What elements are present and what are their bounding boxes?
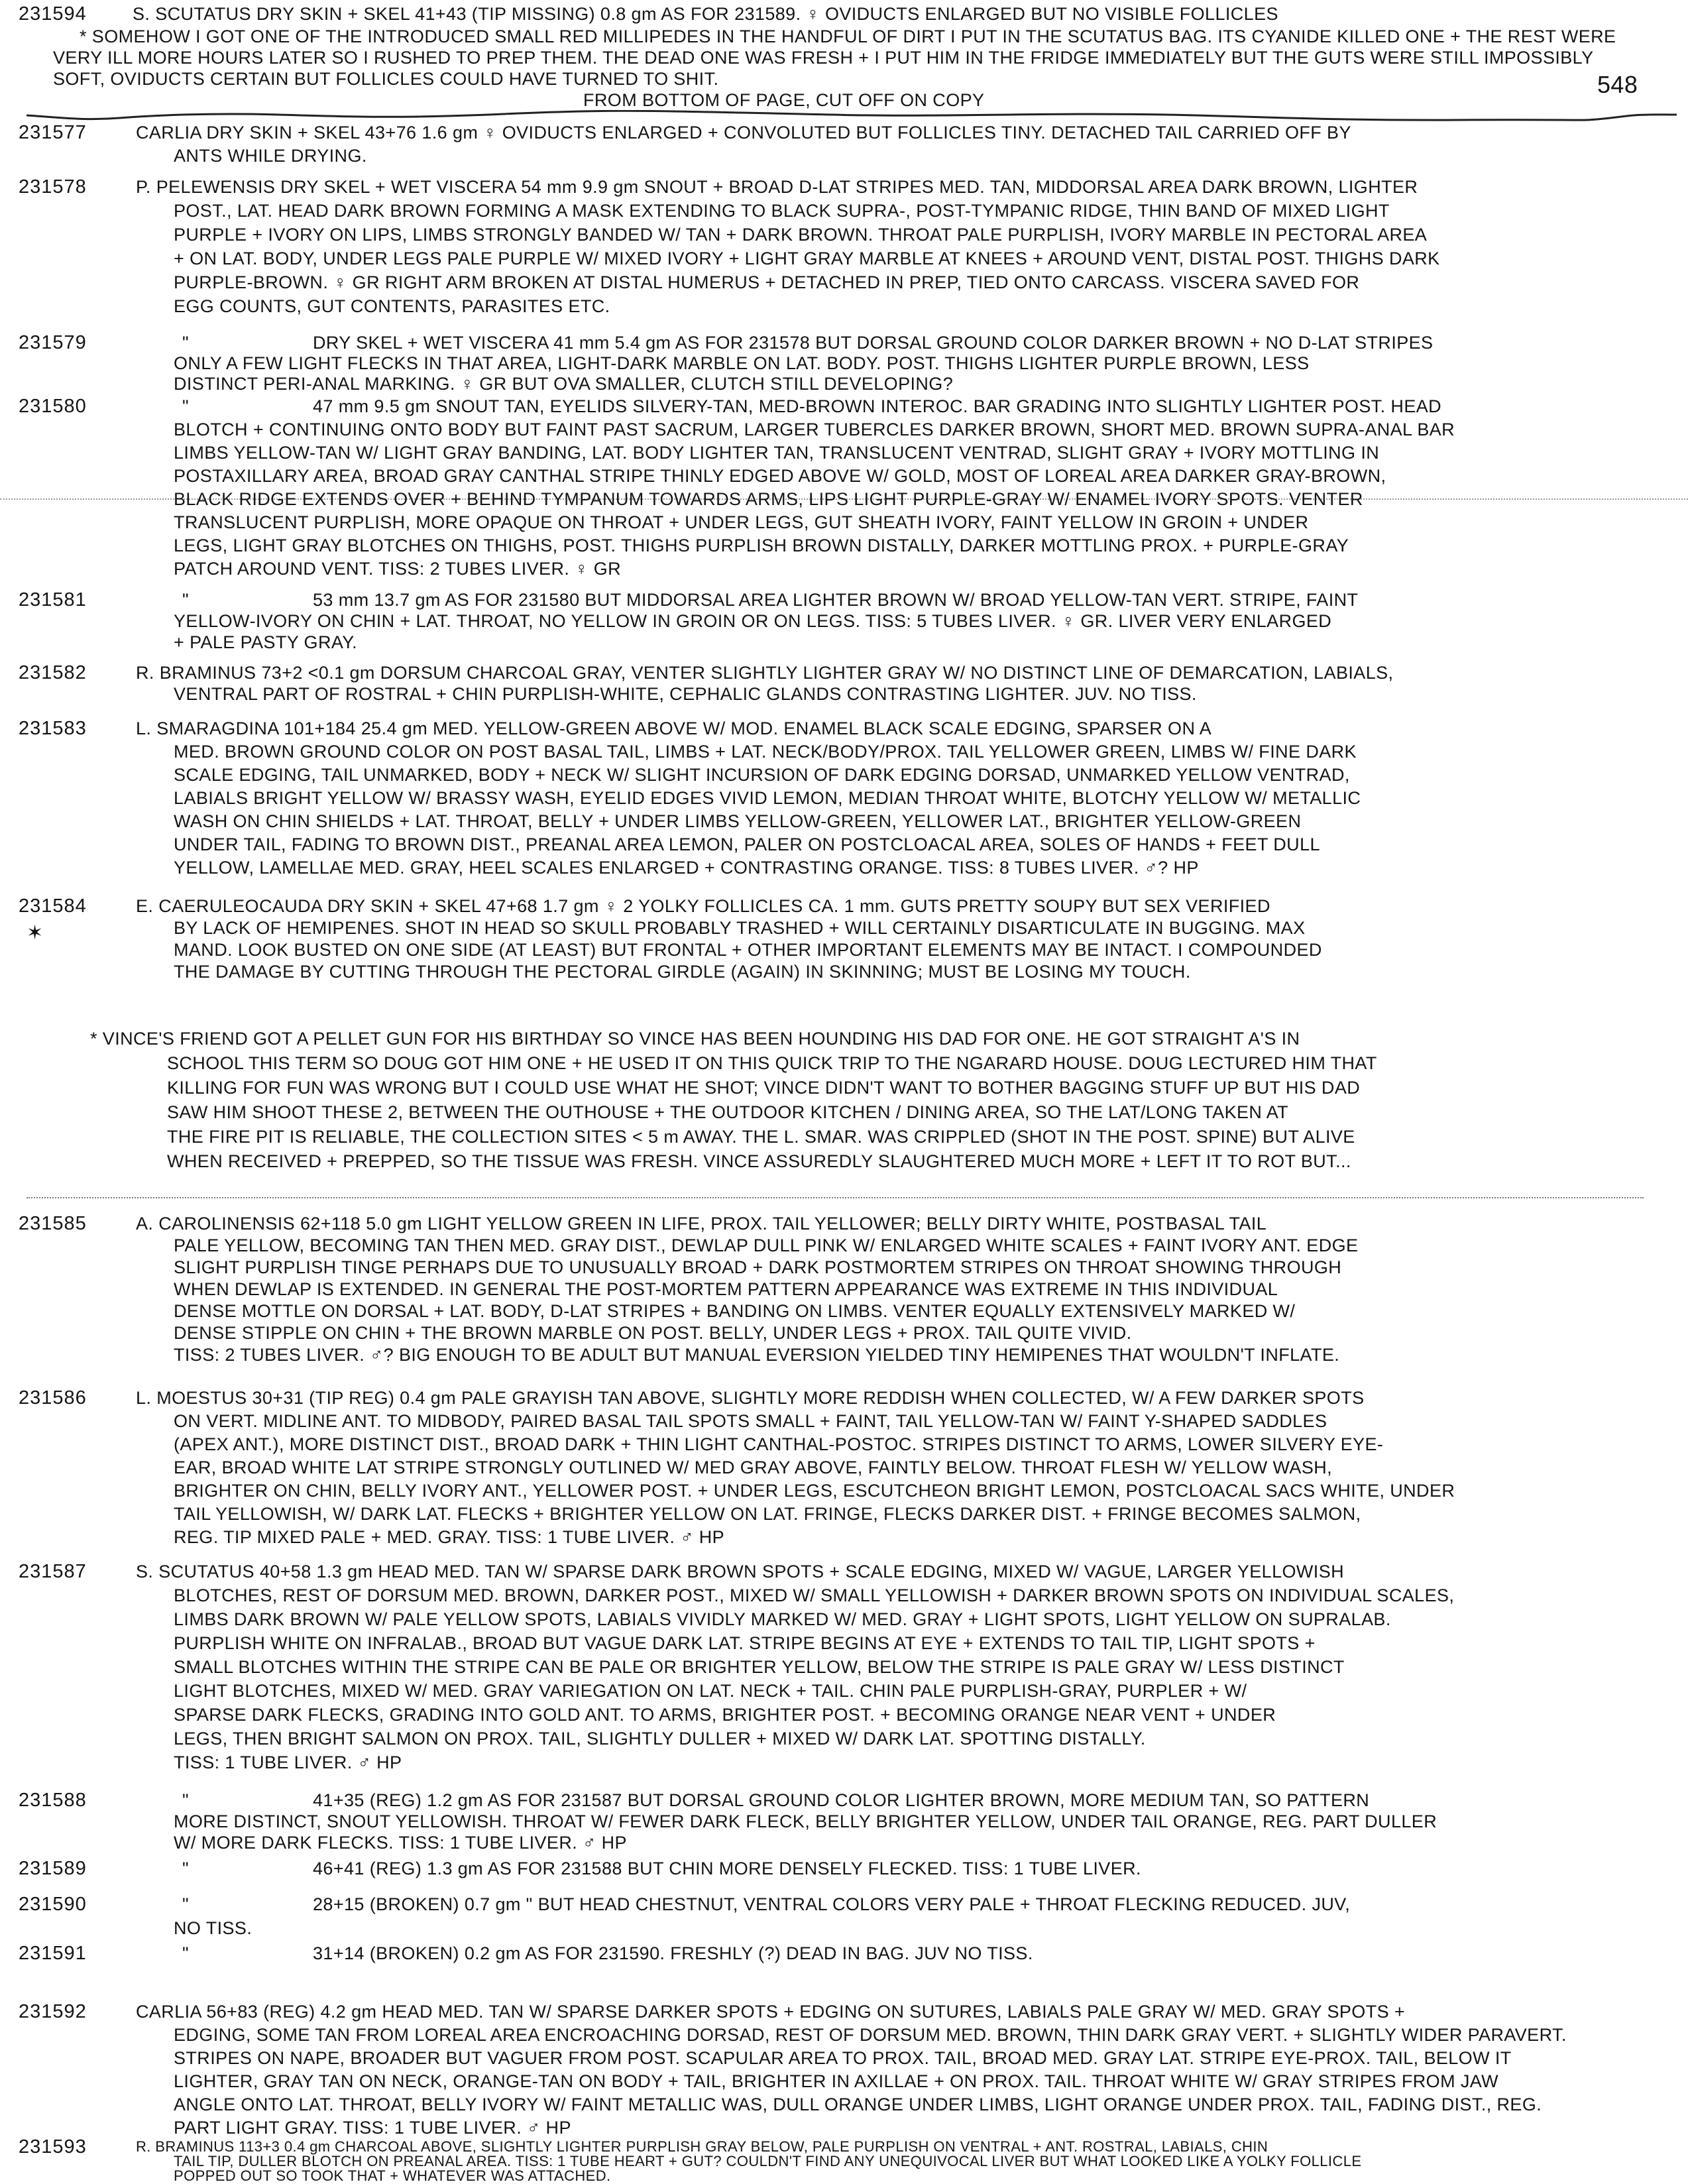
note-line: VERY ILL MORE HOURS LATER SO I RUSHED TO PREP THEM. THE DEAD ONE WAS FRESH + I PUT HIM IN THE FRIDGE IMMEDIATELY BUT THE GUTS WERE STILL IMPOSSIBLY <box>53 48 1594 68</box>
entry-line: S. SCUTATUS DRY SKIN + SKEL 41+43 (TIP MISSING) 0.8 gm AS FOR 231589. ♀ OVIDUCTS ENLARGED BUT NO VISIBLE FOLLICLES <box>133 4 1278 24</box>
catalog-number: 231592 <box>19 2001 87 2022</box>
entry-line: SCALE EDGING, TAIL UNMARKED, BODY + NECK W/ SLIGHT INCURSION OF DARK EDGING DORSAD, UNMARKED YELLOW VENTRAD, <box>174 765 1350 785</box>
entry-line: MED. BROWN GROUND COLOR ON POST BASAL TAIL, LIMBS + LAT. NECK/BODY/PROX. TAIL YELLOWER GREEN, LIMBS W/ FINE DARK <box>174 742 1357 762</box>
ditto-mark: " <box>182 1790 189 1810</box>
entry-line: LEGS, THEN BRIGHT SALMON ON PROX. TAIL, SLIGHTLY DULLER + MIXED W/ DARK LAT. SPOTTING DISTALLY. <box>174 1729 1146 1749</box>
ditto-mark: " <box>182 590 189 610</box>
entry-line: EAR, BROAD WHITE LAT STRIPE STRONGLY OUTLINED W/ MED GRAY ABOVE, FAINTLY BELOW. THROAT FLESH W/ YELLOW WASH, <box>174 1458 1333 1477</box>
entry-line: L. MOESTUS 30+31 (TIP REG) 0.4 gm PALE GRAYISH TAN ABOVE, SLIGHTLY MORE REDDISH WHEN COLLECTED, W/ A FEW DARKER SPOTS <box>136 1388 1365 1408</box>
entry-line: ANGLE ONTO LAT. THROAT, BELLY IVORY W/ FAINT METALLIC WAS, DULL ORANGE UNDER LIMBS, LIGHT ORANGE UNDER PROX. TAIL, FADING DIST., REG. <box>174 2095 1542 2114</box>
entry-line: 31+14 (BROKEN) 0.2 gm AS FOR 231590. FRESHLY (?) DEAD IN BAG. JUV NO TISS. <box>313 1943 1033 1963</box>
torn-edge-line <box>0 110 1688 123</box>
note-line: SAW HIM SHOOT THESE 2, BETWEEN THE OUTHOUSE + THE OUTDOOR KITCHEN / DINING AREA, SO THE LAT/LONG TAKEN AT <box>167 1102 1289 1122</box>
entry-line: (APEX ANT.), MORE DISTINCT DIST., BROAD DARK + THIN LIGHT CANTHAL-POSTOC. STRIPES DISTINCT TO ARMS, LOWER SILVERY EYE- <box>174 1434 1384 1454</box>
entry-line: STRIPES ON NAPE, BROADER BUT VAGUER FROM POST. SCAPULAR AREA TO PROX. TAIL, BROAD MED. GRAY LAT. STRIPE EYE-PROX. TAIL, BELOW IT <box>174 2048 1512 2068</box>
entry-line: 47 mm 9.5 gm SNOUT TAN, EYELIDS SILVERY-TAN, MED-BROWN INTEROC. BAR GRADING INTO SLIGHTLY LIGHTER POST. HEAD <box>313 396 1442 416</box>
note-line: * VINCE'S FRIEND GOT A PELLET GUN FOR HIS BIRTHDAY SO VINCE HAS BEEN HOUNDING HIS DAD FOR ONE. HE GOT STRAIGHT A'S IN <box>90 1029 1300 1049</box>
entry-line: WHEN DEWLAP IS EXTENDED. IN GENERAL THE POST-MORTEM PATTERN APPEARANCE WAS EXTREME IN THIS INDIVIDUAL <box>174 1279 1278 1299</box>
entry-line: PATCH AROUND VENT. TISS: 2 TUBES LIVER. ♀ GR <box>174 559 621 579</box>
catalog-number: 231591 <box>19 1943 87 1964</box>
entry-line: + PALE PASTY GRAY. <box>174 632 358 652</box>
margin-arrow-mark: ✶ <box>27 922 44 944</box>
entry-line: BLACK RIDGE EXTENDS OVER + BEHIND TYMPANUM TOWARDS ARMS, LIPS LIGHT PURPLE-GRAY W/ ENAMEL IVORY SPOTS. VENTER <box>174 489 1363 509</box>
entry-line: DISTINCT PERI-ANAL MARKING. ♀ GR BUT OVA SMALLER, CLUTCH STILL DEVELOPING? <box>174 374 954 394</box>
entry-line: LABIALS BRIGHT YELLOW W/ BRASSY WASH, EYELID EDGES VIVID LEMON, MEDIAN THROAT WHITE, BLOTCHY YELLOW W/ METALLIC <box>174 788 1361 808</box>
entry-line: PURPLE-BROWN. ♀ GR RIGHT ARM BROKEN AT DISTAL HUMERUS + DETACHED IN PREP, TIED ONTO CARCASS. VISCERA SAVED FOR <box>174 272 1360 292</box>
catalog-number: 231581 <box>19 589 87 610</box>
entry-line: LIGHTER, GRAY TAN ON NECK, ORANGE-TAN ON BODY + TAIL, BRIGHTER IN AXILLAE + ON PROX. TAIL. THROAT WHITE W/ GRAY STRIPES FROM JAW <box>174 2071 1499 2091</box>
entry-line: TAIL TIP, DULLER BLOTCH ON PREANAL AREA. TISS: 1 TUBE HEART + GUT? COULDN'T FIND ANY UNEQUIVOCAL LIVER BUT WHAT LOOKED LIKE A YOLKY FOLLICLE <box>174 2153 1362 2169</box>
catalog-number: 231589 <box>19 1858 87 1879</box>
entry-line: 28+15 (BROKEN) 0.7 gm " BUT HEAD CHESTNUT, VENTRAL COLORS VERY PALE + THROAT FLECKING REDUCED. JUV, <box>313 1894 1351 1914</box>
catalog-number: 231593 <box>19 2136 87 2157</box>
entry-line: + ON LAT. BODY, UNDER LEGS PALE PURPLE W/ MIXED IVORY + LIGHT GRAY MARBLE AT KNEES + AROUND VENT, DISTAL POST. THIGHS DARK <box>174 249 1440 268</box>
page-number: 548 <box>1597 71 1638 98</box>
entry-line: TAIL YELLOWISH, W/ DARK LAT. FLECKS + BRIGHTER YELLOW ON LAT. FRINGE, FLECKS DARKER DIST. + FRINGE BECOMES SALMON, <box>174 1504 1361 1524</box>
catalog-number: 231590 <box>19 1894 87 1915</box>
entry-line: NO TISS. <box>174 1918 253 1938</box>
entry-line: WASH ON CHIN SHIELDS + LAT. THROAT, BELLY + UNDER LIMBS YELLOW-GREEN, YELLOWER LAT., BRIGHTER YELLOW-GREEN <box>174 811 1302 831</box>
catalog-number: 231582 <box>19 662 87 683</box>
catalog-number: 231580 <box>19 396 87 417</box>
ditto-mark: " <box>182 1943 189 1963</box>
entry-line: E. CAERULEOCAUDA DRY SKIN + SKEL 47+68 1.7 gm ♀ 2 YOLKY FOLLICLES CA. 1 mm. GUTS PRETTY SOUPY BUT SEX VERIFIED <box>136 896 1270 916</box>
entry-line: LEGS, LIGHT GRAY BLOTCHES ON THIGHS, POST. THIGHS PURPLISH BROWN DISTALLY, DARKER MOTTLING PROX. + PURPLE-GRAY <box>174 536 1349 555</box>
entry-line: UNDER TAIL, FADING TO BROWN DIST., PREANAL AREA LEMON, PALER ON POSTCLOACAL AREA, SOLES OF HANDS + FEET DULL <box>174 834 1320 854</box>
ditto-mark: " <box>182 396 189 416</box>
entry-line: POPPED OUT SO TOOK THAT + WHATEVER WAS ATTACHED. <box>174 2167 611 2184</box>
entry-line: YELLOW-IVORY ON CHIN + LAT. THROAT, NO YELLOW IN GROIN OR ON LEGS. TISS: 5 TUBES LIVER. ♀ GR. LIVER VERY ENLARGED <box>174 611 1332 631</box>
entry-line: BY LACK OF HEMIPENES. SHOT IN HEAD SO SKULL PROBABLY TRASHED + WILL CERTAINLY DISARTICULATE IN BUGGING. MAX <box>174 918 1306 938</box>
entry-line: DRY SKEL + WET VISCERA 41 mm 5.4 gm AS FOR 231578 BUT DORSAL GROUND COLOR DARKER BROWN + NO D-LAT STRIPES <box>313 333 1434 353</box>
catalog-number: 231588 <box>19 1790 87 1811</box>
catalog-number: 231586 <box>19 1387 87 1408</box>
cut-off-caption: FROM BOTTOM OF PAGE, CUT OFF ON COPY <box>583 90 985 110</box>
entry-line: R. BRAMINUS 113+3 0.4 gm CHARCOAL ABOVE, SLIGHTLY LIGHTER PURPLISH GRAY BELOW, PALE PURPLISH ON VENTRAL + ANT. ROSTRAL, LABIALS, CHIN <box>136 2138 1268 2155</box>
entry-line: LIMBS YELLOW-TAN W/ LIGHT GRAY BANDING, LAT. BODY LIGHTER TAN, TRANSLUCENT VENTRAD, SLIGHT GRAY + IVORY MOTTLING IN <box>174 443 1380 463</box>
entry-line: DENSE MOTTLE ON DORSAL + LAT. BODY, D-LAT STRIPES + BANDING ON LIMBS. VENTER EQUALLY EXTENSIVELY MARKED W/ <box>174 1301 1296 1321</box>
entry-line: BLOTCH + CONTINUING ONTO BODY BUT FAINT PAST SACRUM, LARGER TUBERCLES DARKER BROWN, SHORT MED. BROWN SUPRA-ANAL BAR <box>174 420 1455 439</box>
catalog-number: 231577 <box>19 122 87 143</box>
entry-line: CARLIA 56+83 (REG) 4.2 gm HEAD MED. TAN W/ SPARSE DARKER SPOTS + EDGING ON SUTURES, LABIALS PALE GRAY W/ MED. GRAY SPOTS + <box>136 2002 1406 2022</box>
entry-line: POSTAXILLARY AREA, BROAD GRAY CANTHAL STRIPE THINLY EDGED ABOVE W/ GOLD, MOST OF LOREAL AREA DARKER GRAY-BROWN, <box>174 466 1386 486</box>
note-line: WHEN RECEIVED + PREPPED, SO THE TISSUE WAS FRESH. VINCE ASSUREDLY SLAUGHTERED MUCH MORE + LEFT IT TO ROT BUT... <box>167 1151 1351 1171</box>
note-line: THE FIRE PIT IS RELIABLE, THE COLLECTION SITES < 5 m AWAY. THE L. SMAR. WAS CRIPPLED (SHOT IN THE POST. SPINE) BUT ALIVE <box>167 1127 1355 1147</box>
entry-line: EDGING, SOME TAN FROM LOREAL AREA ENCROACHING DORSAD, REST OF DORSUM MED. BROWN, THIN DARK GRAY VERT. + SLIGHTLY WIDER PARAVERT. <box>174 2025 1567 2045</box>
entry-line: CARLIA DRY SKIN + SKEL 43+76 1.6 gm ♀ OVIDUCTS ENLARGED + CONVOLUTED BUT FOLLICLES TINY. DETACHED TAIL CARRIED OFF BY <box>136 123 1351 143</box>
note-line: KILLING FOR FUN WAS WRONG BUT I COULD USE WHAT HE SHOT; VINCE DIDN'T WANT TO BOTHER BAGGING STUFF UP BUT HIS DAD <box>167 1078 1361 1098</box>
entry-line: ON VERT. MIDLINE ANT. TO MIDBODY, PAIRED BASAL TAIL SPOTS SMALL + FAINT, TAIL YELLOW-TAN W/ FAINT Y-SHAPED SADDLES <box>174 1411 1327 1431</box>
entry-line: SMALL BLOTCHES WITHIN THE STRIPE CAN BE PALE OR BRIGHTER YELLOW, BELOW THE STRIPE IS PALE GRAY W/ LESS DISTINCT <box>174 1657 1345 1677</box>
entry-line: BRIGHTER ON CHIN, BELLY IVORY ANT., YELLOWER POST. + UNDER LEGS, ESCUTCHEON BRIGHT LEMON, POSTCLOACAL SACS WHITE, UNDER <box>174 1481 1455 1501</box>
entry-line: S. SCUTATUS 40+58 1.3 gm HEAD MED. TAN W/ SPARSE DARK BROWN SPOTS + SCALE EDGING, MIXED W/ VAGUE, LARGER YELLOWISH <box>136 1562 1345 1581</box>
entry-line: 53 mm 13.7 gm AS FOR 231580 BUT MIDDORSAL AREA LIGHTER BROWN W/ BROAD YELLOW-TAN VERT. STRIPE, FAINT <box>313 590 1359 610</box>
entry-line: PART LIGHT GRAY. TISS: 1 TUBE LIVER. ♂ HP <box>174 2118 571 2138</box>
entry-line: ONLY A FEW LIGHT FLECKS IN THAT AREA, LIGHT-DARK MARBLE ON LAT. BODY. POST. THIGHS LIGHTER PURPLE BROWN, LESS <box>174 353 1310 373</box>
entry-line: L. SMARAGDINA 101+184 25.4 gm MED. YELLOW-GREEN ABOVE W/ MOD. ENAMEL BLACK SCALE EDGING, SPARSER ON A <box>136 718 1212 738</box>
entry-line: LIGHT BLOTCHES, MIXED W/ MED. GRAY VARIEGATION ON LAT. NECK + TAIL. CHIN PALE PURPLISH-GRAY, PURPLER + W/ <box>174 1681 1247 1701</box>
note-line: SCHOOL THIS TERM SO DOUG GOT HIM ONE + HE USED IT ON THIS QUICK TRIP TO THE NGARARD HOUSE. DOUG LECTURED HIM THAT <box>167 1053 1377 1073</box>
entry-line: P. PELEWENSIS DRY SKEL + WET VISCERA 54 mm 9.9 gm SNOUT + BROAD D-LAT STRIPES MED. TAN, MIDDORSAL AREA DARK BROWN, LIGHTER <box>136 177 1418 197</box>
dotted-divider <box>27 1197 1644 1198</box>
catalog-number: 231587 <box>19 1561 87 1582</box>
ditto-mark: " <box>182 1859 189 1878</box>
entry-line: ANTS WHILE DRYING. <box>174 146 367 166</box>
entry-line: MAND. LOOK BUSTED ON ONE SIDE (AT LEAST) BUT FRONTAL + OTHER IMPORTANT ELEMENTS MAY BE INTACT. I COMPOUNDED <box>174 940 1322 960</box>
entry-line: TISS: 2 TUBES LIVER. ♂? BIG ENOUGH TO BE ADULT BUT MANUAL EVERSION YIELDED TINY HEMIPENES THAT WOULDN'T INFLATE. <box>174 1345 1340 1365</box>
note-line: SOFT, OVIDUCTS CERTAIN BUT FOLLICLES COULD HAVE TURNED TO SHIT. <box>53 69 719 89</box>
entry-line: EGG COUNTS, GUT CONTENTS, PARASITES ETC. <box>174 296 610 316</box>
entry-line: SLIGHT PURPLISH TINGE PERHAPS DUE TO UNUSUALLY BROAD + DARK POSTMORTEM STRIPES ON THROAT SHOWING THROUGH <box>174 1257 1342 1277</box>
entry-line: YELLOW, LAMELLAE MED. GRAY, HEEL SCALES ENLARGED + CONTRASTING ORANGE. TISS: 8 TUBES LIVER. ♂? HP <box>174 858 1199 878</box>
ditto-mark: " <box>182 1894 189 1914</box>
entry-line: REG. TIP MIXED PALE + MED. GRAY. TISS: 1 TUBE LIVER. ♂ HP <box>174 1527 725 1547</box>
catalog-number: 231584 <box>19 895 87 917</box>
entry-line: MORE DISTINCT, SNOUT YELLOWISH. THROAT W/ FEWER DARK FLECK, BELLY BRIGHTER YELLOW, UNDER TAIL ORANGE, REG. PART DULLER <box>174 1811 1437 1831</box>
entry-line: 41+35 (REG) 1.2 gm AS FOR 231587 BUT DORSAL GROUND COLOR LIGHTER BROWN, MORE MEDIUM TAN, SO PATTERN <box>313 1790 1370 1810</box>
entry-line: BLOTCHES, REST OF DORSUM MED. BROWN, DARKER POST., MIXED W/ SMALL YELLOWISH + DARKER BROWN SPOTS ON INDIVIDUAL SCALES, <box>174 1585 1455 1605</box>
entry-line: LIMBS DARK BROWN W/ PALE YELLOW SPOTS, LABIALS VIVIDLY MARKED W/ MED. GRAY + LIGHT SPOTS, LIGHT YELLOW ON SUPRALAB. <box>174 1609 1391 1629</box>
entry-line: VENTRAL PART OF ROSTRAL + CHIN PURPLISH-WHITE, CEPHALIC GLANDS CONTRASTING LIGHTER. JUV. NO TISS. <box>174 684 1197 704</box>
entry-line: R. BRAMINUS 73+2 <0.1 gm DORSUM CHARCOAL GRAY, VENTER SLIGHTLY LIGHTER GRAY W/ NO DISTINCT LINE OF DEMARCATION, LABIALS, <box>136 663 1394 683</box>
entry-line: POST., LAT. HEAD DARK BROWN FORMING A MASK EXTENDING TO BLACK SUPRA-, POST-TYMPANIC RIDGE, THIN BAND OF MIXED LIGHT <box>174 201 1390 221</box>
catalog-number: 231579 <box>19 332 87 353</box>
catalog-number: 231583 <box>19 718 87 739</box>
entry-line: PALE YELLOW, BECOMING TAN THEN MED. GRAY DIST., DEWLAP DULL PINK W/ ENLARGED WHITE SCALES + FAINT IVORY ANT. EDGE <box>174 1236 1359 1255</box>
catalog-number: 231578 <box>19 176 87 198</box>
entry-line: THE DAMAGE BY CUTTING THROUGH THE PECTORAL GIRDLE (AGAIN) IN SKINNING; MUST BE LOSING MY TOUCH. <box>174 962 1191 982</box>
entry-line: TISS: 1 TUBE LIVER. ♂ HP <box>174 1753 402 1772</box>
note-line: * SOMEHOW I GOT ONE OF THE INTRODUCED SMALL RED MILLIPEDES IN THE HANDFUL OF DIRT I PUT IN THE SCUTATUS BAG. ITS CYANIDE KILLED ONE + THE REST WERE <box>80 27 1616 46</box>
ditto-mark: " <box>182 333 189 353</box>
entry-line: 46+41 (REG) 1.3 gm AS FOR 231588 BUT CHIN MORE DENSELY FLECKED. TISS: 1 TUBE LIVER. <box>313 1859 1141 1878</box>
catalog-number: 231585 <box>19 1213 87 1234</box>
entry-line: DENSE STIPPLE ON CHIN + THE BROWN MARBLE ON POST. BELLY, UNDER LEGS + PROX. TAIL QUITE VIVID. <box>174 1323 1132 1343</box>
entry-line: SPARSE DARK FLECKS, GRADING INTO GOLD ANT. TO ARMS, BRIGHTER POST. + BECOMING ORANGE NEAR VENT + UNDER <box>174 1705 1276 1725</box>
entry-line: W/ MORE DARK FLECKS. TISS: 1 TUBE LIVER. ♂ HP <box>174 1833 627 1853</box>
entry-line: PURPLE + IVORY ON LIPS, LIMBS STRONGLY BANDED W/ TAN + DARK BROWN. THROAT PALE PURPLISH, IVORY MARBLE IN PECTORAL AREA <box>174 225 1428 245</box>
entry-line: A. CAROLINENSIS 62+118 5.0 gm LIGHT YELLOW GREEN IN LIFE, PROX. TAIL YELLOWER; BELLY DIRTY WHITE, POSTBASAL TAIL <box>136 1214 1267 1234</box>
catalog-number: 231594 <box>19 3 87 25</box>
entry-line: PURPLISH WHITE ON INFRALAB., BROAD BUT VAGUE DARK LAT. STRIPE BEGINS AT EYE + EXTENDS TO TAIL TIP, LIGHT SPOTS + <box>174 1633 1316 1653</box>
entry-line: TRANSLUCENT PURPLISH, MORE OPAQUE ON THROAT + UNDER LEGS, GUT SHEATH IVORY, FAINT YELLOW IN GROIN + UNDER <box>174 512 1309 532</box>
